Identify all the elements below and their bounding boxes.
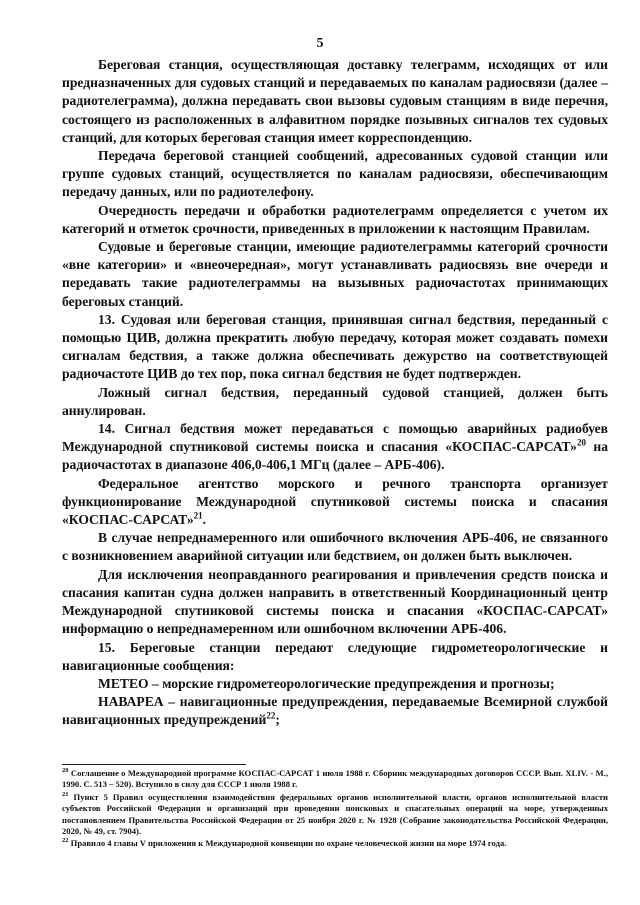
paragraph: Очередность передачи и обработки радиотелеграмм определяется с учетом их категорий и отметок срочности, приведенных в приложении к настоящим Правилам.	[62, 202, 608, 236]
page-number: 5	[316, 36, 324, 51]
body-text	[62, 56, 608, 730]
paragraph: В случае непреднамеренного или ошибочного включения АРБ-406, не связанного с возникновением аварийной ситуации или бедствием, он должен быть выключен.	[62, 530, 608, 564]
paragraph: 15. Береговые станции передают следующие гидрометеорологические и навигационные сообщения:	[62, 639, 608, 673]
footnote-mark: 21	[62, 790, 69, 798]
paragraph: Судовые и береговые станции, имеющие радиотелеграммы категорий срочности «вне категории» и «внеочередная», могут устанавливать радиосвязь вне очереди и передавать такие радиотелеграммы на вызывных радиочастотах принимающих береговых станций.	[62, 239, 608, 309]
footnote-ref[interactable]: 22	[266, 710, 276, 721]
footnotes	[62, 768, 608, 851]
paragraph: Ложный сигнал бедствия, переданный судовой станцией, должен быть аннулирован.	[62, 384, 608, 418]
paragraph: 13. Судовая или береговая станция, принявшая сигнал бедствия, переданный с помощью ЦИВ, должна прекратить любую передачу, которая может создавать помехи сигналам бедствия, а также должна обеспечивать дежурство на соответствующей радиочастоте ЦИВ до тех пор, пока сигнал бедствия не будет подтвержден.	[62, 311, 608, 382]
paragraph: Передача береговой станцией сообщений, адресованных судовой станции или группе судовых станций, осуществляется по каналам радиосвязи, обеспечивающим передачу данных, или по радиотелефону.	[62, 148, 608, 200]
footnote-mark: 22	[62, 837, 69, 845]
footnote-ref[interactable]: 20	[576, 437, 586, 448]
paragraph: Для исключения неоправданного реагирования и привлечения средств поиска и спасания капитан судна должен направить в ответственный Координационный центр Международной спутниковой системы поиска и спасания «КОСПАС-САРСАТ» информацию о непреднамеренном или ошибочном включении АРБ-406.	[62, 566, 608, 637]
paragraph: МЕТЕО – морские гидрометеорологические предупреждения и прогнозы;	[98, 675, 555, 691]
paragraph: Федеральное агентство морского и речного транспорта организует функционирование Международной спутниковой системы поиска и спасания «КОСПАС-САРСАТ»$^{21}$.	[62, 475, 608, 528]
footnote-separator	[62, 764, 246, 765]
paragraph: 14. Сигнал бедствия может передаваться с помощью аварийных радиобуев Международной спутниковой системы поиска и спасания «КОСПАС-САРСАТ»$^{20}$ на радиочастотах в диапазоне 406,0-406,1 МГц (далее – АРБ-406).	[62, 421, 608, 473]
footnote: $^{22}$ Правило 4 главы V приложения к Международной конвенции по охране человеческой жизни на море 1974 года.	[62, 837, 507, 849]
paragraph: Береговая станция, осуществляющая доставку телеграмм, исходящих от или предназначенных для судовых станций и передаваемых по каналам радиосвязи (далее – радиотелеграмма), должна передавать свои вызовы судовым станциям в виде перечня, состоящего из расположенных в алфавитном порядке позывных сигналов тех судовых станций, для которых береговая станция имеет корреспонденцию.	[62, 57, 608, 145]
footnote: $^{21}$ Пункт 5 Правил осуществления взаимодействия федеральных органов исполнительной власти, органов исполнительной власти субъектов Российской Федерации и организаций при проведении поисковых и спасательных операций на море, утвержденных постановлением Правительства Российской Федерации от 25 ноября 2020 г. № 1928 (Собрание законодательства Российской Федерации, 2020, № 49, ст. 7904).	[62, 790, 608, 837]
footnote: $^{20}$ Соглашение о Международной программе КОСПАС-САРСАТ 1 июля 1988 г. Сборник международных договоров СССР. Вып. XLIV. - М., 1990. С. 513 – 520). Вступило в силу для СССР 1 июля 1988 г.	[62, 767, 608, 790]
paragraph: НАВАРЕА – навигационные предупреждения, передаваемые Всемирной службой навигационных предупреждений$^{22}$;	[62, 694, 608, 728]
footnote-ref[interactable]: 21	[193, 510, 203, 521]
footnote-mark: 20	[62, 767, 69, 775]
